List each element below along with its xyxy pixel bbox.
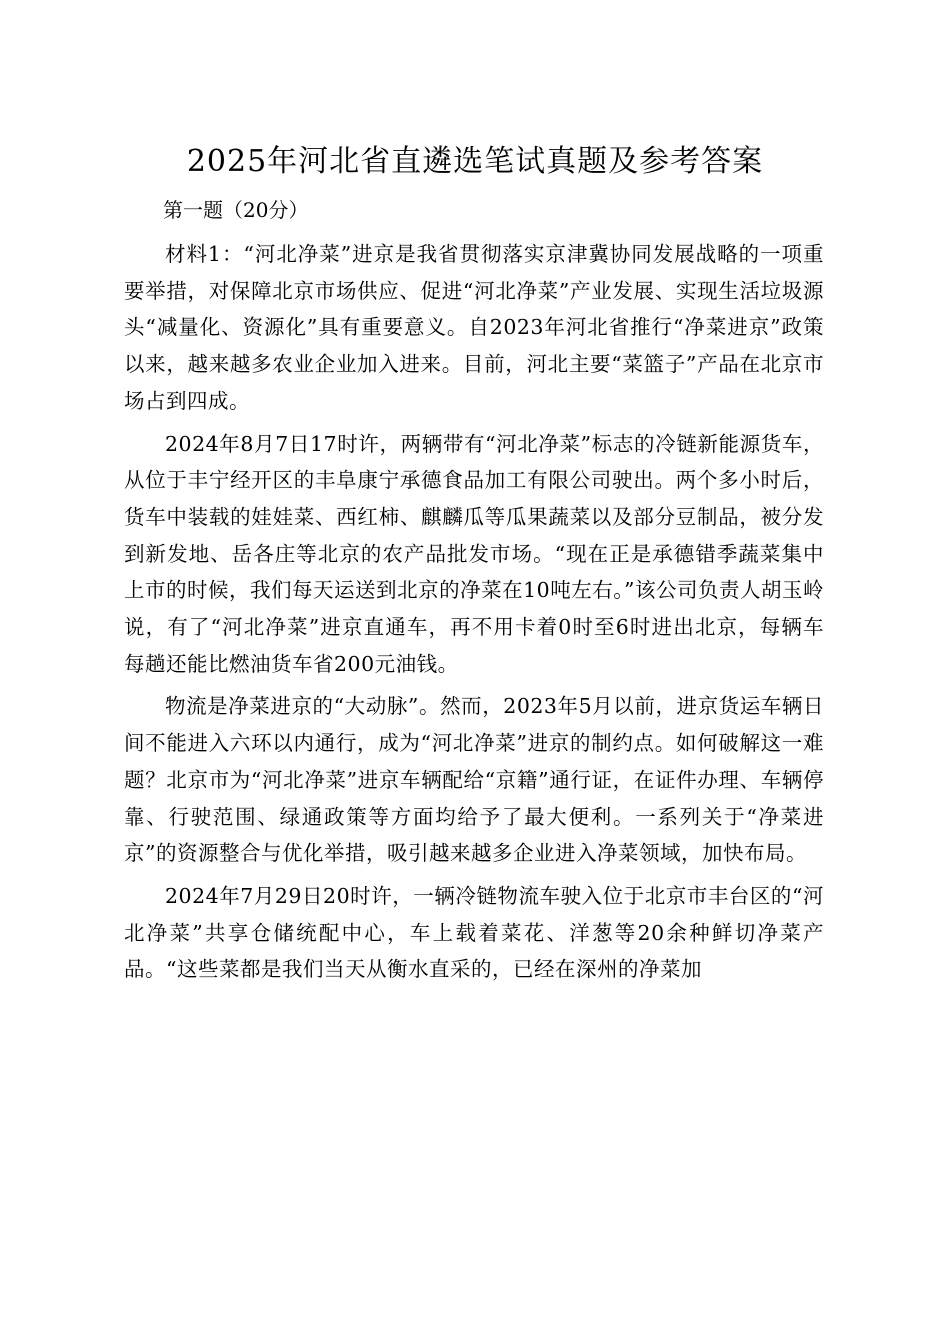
document-title: 2025年河北省直遴选笔试真题及参考答案 [186,144,764,179]
body-text [124,236,824,994]
paragraph-truck-delivery: 2024年8月7日17时许，两辆带有“河北净菜”标志的冷链新能源货车，从位于丰宁经开区的丰阜康宁承德食品加工有限公司驶出。两个多小时后，货车中装载的娃娃菜、西红柿、麒麟瓜等瓜果蔬菜以及部分豆制品，被分发到新发地、岳各庄等北京的农产品批发市场。“现在正是承德错季蔬菜集中上市的时候，我们每天运送到北京的净菜在10吨左右。”该公司负责人胡玉岭说，有了“河北净菜”进京直通车，再不用卡着0时至6时进出北京，每辆车每趟还能比燃油货车省200元油钱。 [124,431,824,676]
paragraph-logistics: 物流是净菜进京的“大动脉”。然而，2023年5月以前，进京货运车辆日间不能进入六环以内通行，成为“河北净菜”进京的制约点。如何破解这一难题？北京市为“河北净菜”进京车辆配给“京籍”通行证，在证件办理、车辆停靠、行驶范围、绿通政策等方面均给予了最大便利。一系列关于“净菜进京”的资源整合与优化举措，吸引越来越多企业进入净菜领域，加快布局。 [124,694,824,866]
paragraph-distribution-center: 2024年7月29日20时许，一辆冷链物流车驶入位于北京市丰台区的“河北净菜”共享仓储统配中心，车上载着菜花、洋葱等20余种鲜切净菜产品。“这些菜都是我们当天从衡水直采的，已经在深州的净菜加 [124,883,824,982]
paragraph-material-1: 材料1：“河北净菜”进京是我省贯彻落实京津冀协同发展战略的一项重要举措，对保障北京市场供应、促进“河北净菜”产业发展、实现生活垃圾源头“减量化、资源化”具有重要意义。自2023年河北省推行“净菜进京”政策以来，越来越多农业企业加入进来。目前，河北主要“菜篮子”产品在北京市场占到四成。 [124,242,824,413]
section-heading: 第一题（20分） [163,198,309,222]
